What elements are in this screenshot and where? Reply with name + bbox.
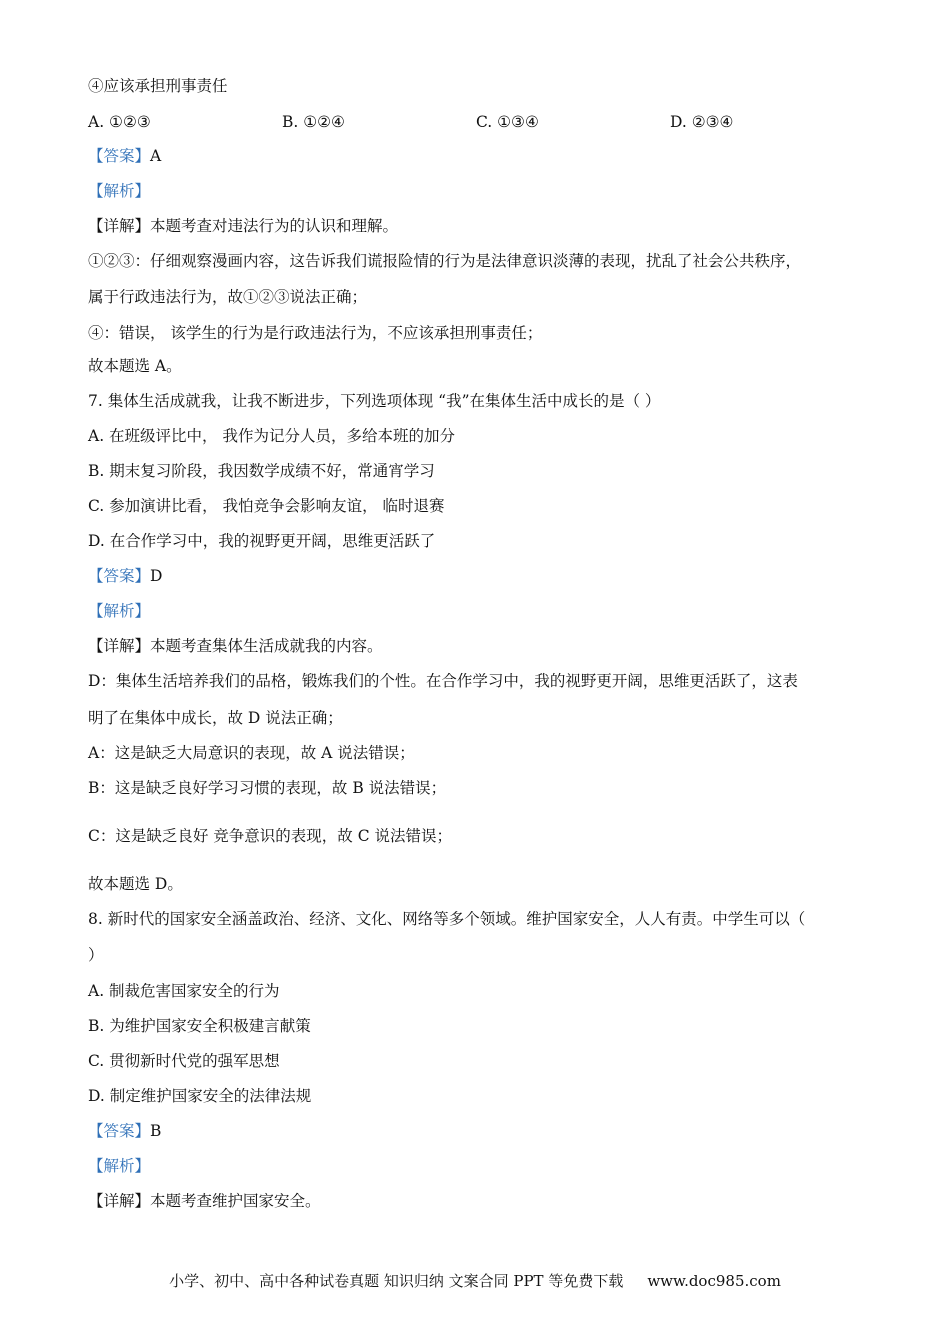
answer-value: B xyxy=(150,1122,162,1140)
text-line: C：这是缺乏良好 竞争意识的表现，故 C 说法错误； xyxy=(88,827,453,845)
text-line: 属于行政违法行为，故①②③说法正确； xyxy=(88,288,368,306)
option-b: B. 期末复习阶段，我因数学成绩不好，常通宵学习 xyxy=(88,462,435,480)
answer-value: A xyxy=(150,147,162,165)
detail-line xyxy=(88,216,398,236)
detail-tag: 【详解】 xyxy=(88,1192,151,1210)
option-d: D. 制定维护国家安全的法律法规 xyxy=(88,1087,312,1105)
text-line: B：这是缺乏良好学习习惯的表现，故 B 说法错误； xyxy=(88,779,447,797)
detail-tag: 【详解】 xyxy=(88,637,151,655)
text-line: 故本题选 A。 xyxy=(88,357,182,375)
detail-line xyxy=(88,636,383,656)
option-a: A. ①②③ xyxy=(88,113,151,131)
footer-link[interactable]: www.doc985.com xyxy=(647,1272,781,1290)
question-7: 7. 集体生活成就我，让我不断进步，下列选项体现 “我”在集体生活中成长的是（ ） xyxy=(88,392,661,410)
footer-text: 小学、初中、高中各种试卷真题 知识归纳 文案合同 PPT 等免费下载 xyxy=(169,1272,624,1290)
answer-line xyxy=(88,146,161,166)
option-d: D. ②③④ xyxy=(670,113,734,131)
text-line: D：集体生活培养我们的品格，锻炼我们的个性。在合作学习中，我的视野更开阔，思维更活跃了，这表 xyxy=(88,672,798,690)
detail-tag: 【详解】 xyxy=(88,217,151,235)
detail-text: 本题考查维护国家安全。 xyxy=(150,1192,321,1210)
answer-tag: 【答案】 xyxy=(88,147,151,165)
option-d: D. 在合作学习中，我的视野更开阔，思维更活跃了 xyxy=(88,532,436,550)
analysis-tag: 【解析】 xyxy=(88,182,151,200)
option-b: B. ①②④ xyxy=(282,113,345,131)
option-c: C. ①③④ xyxy=(476,113,539,131)
option-a: A. 在班级评比中， 我作为记分人员，多给本班的加分 xyxy=(88,427,455,445)
question-8-continued: ） xyxy=(88,946,104,964)
answer-line xyxy=(88,1121,161,1141)
text-line: ④应该承担刑事责任 xyxy=(88,77,228,95)
text-line: A：这是缺乏大局意识的表现，故 A 说法错误； xyxy=(88,744,415,762)
analysis-tag: 【解析】 xyxy=(88,602,151,620)
text-line: ④：错误， 该学生的行为是行政违法行为，不应该承担刑事责任； xyxy=(88,324,543,342)
detail-text: 本题考查集体生活成就我的内容。 xyxy=(150,637,383,655)
answer-line xyxy=(88,566,162,586)
option-c: C. 参加演讲比看， 我怕竞争会影响友谊， 临时退赛 xyxy=(88,497,445,515)
detail-text: 本题考查对违法行为的认识和理解。 xyxy=(150,217,399,235)
option-b: B. 为维护国家安全积极建言献策 xyxy=(88,1017,311,1035)
detail-line xyxy=(88,1191,321,1211)
analysis-tag: 【解析】 xyxy=(88,1157,151,1175)
text-line: 明了在集体中成长，故 D 说法正确； xyxy=(88,709,343,727)
question-8: 8. 新时代的国家安全涵盖政治、经济、文化、网络等多个领域。维护国家安全，人人有责。中学生可以（ xyxy=(88,910,806,928)
answer-tag: 【答案】 xyxy=(88,567,151,585)
option-c: C. 贯彻新时代党的强军思想 xyxy=(88,1052,280,1070)
page-footer xyxy=(0,1270,950,1291)
answer-tag: 【答案】 xyxy=(88,1122,151,1140)
text-line: ①②③：仔细观察漫画内容，这告诉我们谎报险情的行为是法律意识淡薄的表现，扰乱了社会公共秩序， xyxy=(88,252,802,270)
text-line: 故本题选 D。 xyxy=(88,875,183,893)
option-a: A. 制裁危害国家安全的行为 xyxy=(88,982,280,1000)
answer-value: D xyxy=(150,567,163,585)
